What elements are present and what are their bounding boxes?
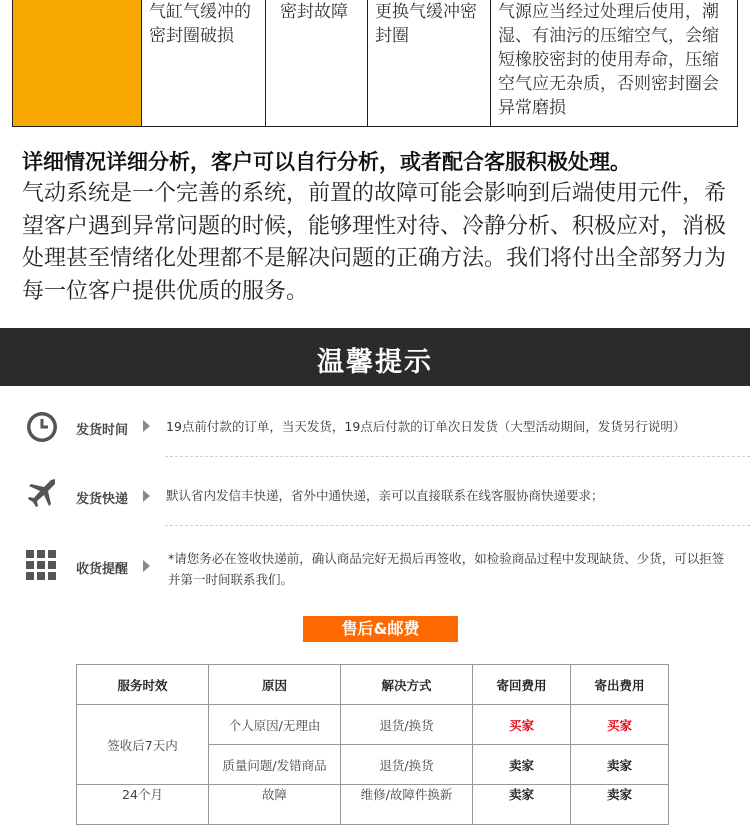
- tip-text: *请您务必在签收快递前，确认商品完好无损后再签收，如检验商品过程中发现缺货、少货，可以拒签并第一时间联系我们。: [168, 551, 725, 587]
- system-paragraph: 气动系统是一个完善的系统，前置的故障可能会影响到后端使用元件，希望客户遇到异常问题的时候，能够理性对待、冷静分析、积极应对，消极处理甚至情绪化处理都不是解决问题的正确方法。我们将付出全部努力为每一位客户提供优质的服务。: [22, 181, 727, 304]
- tip-arrow-icon: [143, 560, 150, 572]
- tip-arrow-icon: [143, 420, 150, 432]
- header-reason: 原因: [209, 665, 341, 705]
- fault-solution-cell: 更换气缓冲密封圈: [368, 0, 491, 126]
- solution-cell: 维修/故障件换新: [341, 785, 473, 825]
- tips-banner: [0, 328, 750, 386]
- after-sales-table: [76, 664, 669, 825]
- tip-arrow-icon: [143, 490, 150, 502]
- tip-text: 19点前付款的订单，当天发货，19点后付款的订单次日发货（大型活动期间，发货另行说明）: [166, 419, 686, 434]
- reason-cell: 故障: [209, 785, 341, 825]
- clock-icon: [26, 411, 58, 443]
- return-fee-cell: 卖家: [473, 745, 571, 785]
- solution-cell: 退货/换货: [341, 745, 473, 785]
- reason-cell: 质量问题/发错商品: [209, 745, 341, 785]
- tip-text: 默认省内发信丰快递，省外中通快递，亲可以直接联系在线客服协商快递要求；: [166, 488, 604, 503]
- header-send-fee: 寄出费用: [571, 665, 669, 705]
- tip-label: 发货快递: [76, 492, 129, 507]
- tip-courier: [0, 476, 750, 516]
- airplane-icon: [26, 477, 58, 511]
- fault-table-color-cell: [13, 0, 142, 126]
- after-sales-title: 售后&邮费: [303, 616, 458, 642]
- fault-type-cell: 密封故障: [266, 0, 368, 126]
- fault-table: [12, 0, 738, 127]
- tip-receiving: [0, 546, 750, 596]
- header-period: 服务时效: [77, 665, 209, 705]
- divider: [165, 525, 750, 526]
- reason-cell: 个人原因/无理由: [209, 705, 341, 745]
- header-solution: 解决方式: [341, 665, 473, 705]
- tip-label: 收货提醒: [76, 562, 129, 577]
- analysis-headline: 详细情况详细分析，客户可以自行分析，或者配合客服积极处理。: [22, 150, 631, 174]
- tip-label: 发货时间: [76, 423, 129, 438]
- table-row: [77, 705, 669, 745]
- divider: [165, 456, 750, 457]
- header-return-fee: 寄回费用: [473, 665, 571, 705]
- return-fee-cell: 卖家: [473, 785, 571, 825]
- send-fee-cell: 卖家: [571, 785, 669, 825]
- table-row: [77, 785, 669, 825]
- period-cell: 签收后7天内: [77, 705, 209, 785]
- fault-note-cell: 气源应当经过处理后使用，潮湿、有油污的压缩空气，会缩短橡胶密封的使用寿命，压缩空气应无杂质，否则密封圈会异常磨损: [498, 2, 719, 118]
- send-fee-cell: 买家: [571, 705, 669, 745]
- table-header-row: [77, 665, 669, 705]
- fault-cause-cell: 气缸气缓冲的密封圈破损: [142, 0, 266, 126]
- period-cell: 24个月: [77, 785, 209, 825]
- tips-banner-title: 温馨提示: [317, 347, 433, 378]
- solution-cell: 退货/换货: [341, 705, 473, 745]
- grid-icon: [26, 550, 56, 580]
- return-fee-cell: 买家: [473, 705, 571, 745]
- tip-shipping-time: [0, 408, 750, 448]
- send-fee-cell: 卖家: [571, 745, 669, 785]
